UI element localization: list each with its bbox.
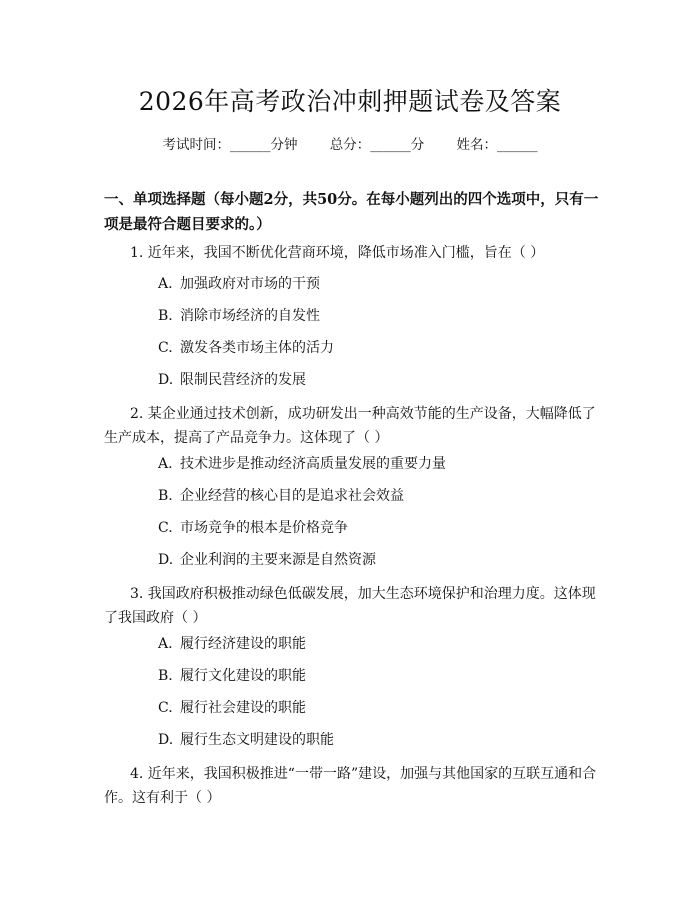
question-1-option-a (158, 274, 320, 294)
question-4: 4. 近年来，我国积极推进“一带一路”建设，加强与其他国家的互联互通和合作。这有利于（ ） (104, 766, 597, 806)
option-letter: D. (158, 732, 174, 748)
question-2-option-b (158, 486, 404, 506)
question-1-option-c (158, 338, 334, 358)
option-letter: B. (158, 308, 173, 324)
exam-meta (0, 133, 700, 153)
question-2-option-d (158, 550, 376, 570)
question-3-option-d (158, 730, 334, 750)
option-letter: D. (158, 372, 174, 388)
page-title: 2026年高考政治冲刺押题试卷及答案 (138, 87, 562, 116)
option-letter: B. (158, 668, 173, 684)
option-text: 消除市场经济的自发性 (180, 308, 320, 324)
option-text: 限制民营经济的发展 (180, 372, 306, 388)
option-letter: A. (158, 456, 173, 472)
option-letter: C. (158, 340, 173, 356)
option-text: 履行文化建设的职能 (180, 668, 306, 684)
question-3-option-b (158, 666, 306, 686)
option-text: 加强政府对市场的干预 (180, 276, 320, 292)
option-text: 企业利润的主要来源是自然资源 (180, 552, 376, 568)
question-3-option-a (158, 634, 306, 654)
question-1-option-d (158, 370, 306, 390)
option-text: 履行生态文明建设的职能 (180, 732, 334, 748)
option-text: 履行社会建设的职能 (180, 700, 306, 716)
option-text: 企业经营的核心目的是追求社会效益 (180, 488, 404, 504)
exam-time-field: 考试时间：______分钟 (162, 137, 298, 153)
option-letter: C. (158, 520, 173, 536)
question-2-option-a (158, 454, 446, 474)
question-2-option-c (158, 518, 348, 538)
option-text: 市场竞争的根本是价格竞争 (180, 520, 348, 536)
option-text: 技术进步是推动经济高质量发展的重要力量 (180, 456, 446, 472)
option-text: 激发各类市场主体的活力 (180, 340, 334, 356)
question-1: 1. 近年来，我国不断优化营商环境，降低市场准入门槛，旨在（ ） (130, 245, 545, 261)
section-heading: 一、单项选择题（每小题2分，共50分。在每小题列出的四个选项中，只有一项是最符合题目要求的。） (104, 191, 599, 233)
question-3-option-c (158, 698, 306, 718)
option-letter: C. (158, 700, 173, 716)
option-text: 履行经济建设的职能 (180, 636, 306, 652)
question-1-option-b (158, 306, 320, 326)
question-3: 3. 我国政府积极推动绿色低碳发展，加大生态环境保护和治理力度。这体现了我国政府（ ） (104, 586, 596, 626)
option-letter: D. (158, 552, 174, 568)
option-letter: A. (158, 276, 173, 292)
student-name-field: 姓名：______ (456, 137, 538, 153)
question-2: 2. 某企业通过技术创新，成功研发出一种高效节能的生产设备，大幅降低了生产成本，提高了产品竞争力。这体现了（ ） (104, 406, 596, 446)
option-letter: B. (158, 488, 173, 504)
total-score-field: 总分：______分 (329, 137, 425, 153)
option-letter: A. (158, 636, 173, 652)
